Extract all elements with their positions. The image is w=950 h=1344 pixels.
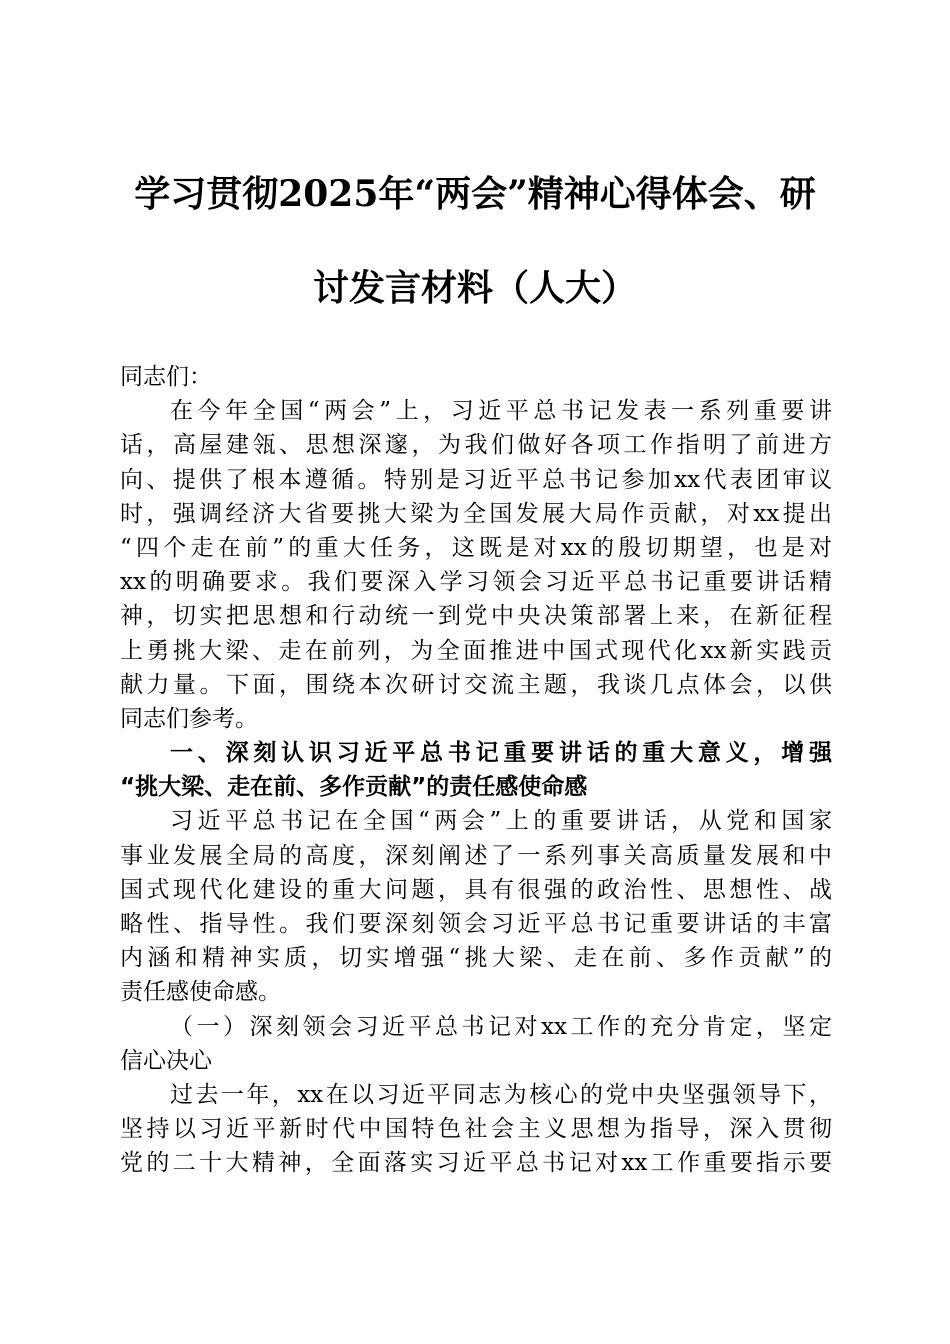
section-heading-line: 一、深刻认识习近平总书记重要讲话的重大意义，增强 <box>170 740 832 767</box>
section-heading-line: “挑大梁、走在前、多作贡献”的责任感使命感 <box>120 774 588 801</box>
paragraph-line: 内涵和精神实质，切实增强“挑大梁、走在前、多作贡献”的 <box>120 945 832 972</box>
subsection-heading-line: （一）深刻领会习近平总书记对xx工作的充分肯定，坚定 <box>170 1013 832 1040</box>
document-body <box>120 360 832 1181</box>
paragraph-line: 习近平总书记在全国“两会”上的重要讲话，从党和国家 <box>170 808 832 835</box>
paragraph-line: 略性、指导性。我们要深刻领会习近平总书记重要讲话的丰富 <box>120 911 832 937</box>
paragraph-line: 国式现代化建设的重大问题，具有很强的政治性、思想性、战 <box>120 876 832 903</box>
paragraph-line: 上勇挑大梁、走在前列，为全面推进中国式现代化xx新实践贡 <box>120 637 832 664</box>
subsection-heading-line: 信心决心 <box>120 1047 212 1074</box>
paragraph-line: 献力量。下面，围绕本次研讨交流主题，我谈几点体会，以供 <box>120 671 832 698</box>
paragraph-line: 事业发展全局的高度，深刻阐述了一系列事关高质量发展和中 <box>120 842 832 869</box>
document-title-line-2: 讨发言材料（人大） <box>312 267 637 309</box>
paragraph-line: 神，切实把思想和行动统一到党中央决策部署上来，在新征程 <box>120 603 832 630</box>
paragraph-line: 党的二十大精神，全面落实习近平总书记对xx工作重要指示要 <box>120 1150 832 1177</box>
paragraph-line: “四个走在前”的重大任务，这既是对xx的殷切期望，也是对 <box>120 534 832 561</box>
paragraph-line: 时，强调经济大省要挑大梁为全国发展大局作贡献，对xx提出 <box>120 500 832 527</box>
paragraph-line: 在今年全国“两会”上，习近平总书记发表一系列重要讲 <box>170 398 832 425</box>
greeting: 同志们： <box>120 364 212 390</box>
paragraph-line: 坚持以习近平新时代中国特色社会主义思想为指导，深入贯彻 <box>120 1116 832 1143</box>
paragraph-line: 向、提供了根本遵循。特别是习近平总书记参加xx代表团审议 <box>120 466 832 493</box>
paragraph-line: xx的明确要求。我们要深入学习领会习近平总书记重要讲话精 <box>120 569 832 596</box>
document-title-line-1: 学习贯彻2025年“两会”精神心得体会、研 <box>134 173 816 215</box>
paragraph-line: 话，高屋建瓴、思想深邃，为我们做好各项工作指明了前进方 <box>120 432 832 459</box>
paragraph-line: 责任感使命感。 <box>120 979 281 1006</box>
paragraph-line: 过去一年，xx在以习近平同志为核心的党中央坚强领导下， <box>170 1081 832 1108</box>
paragraph-line: 同志们参考。 <box>120 705 258 732</box>
